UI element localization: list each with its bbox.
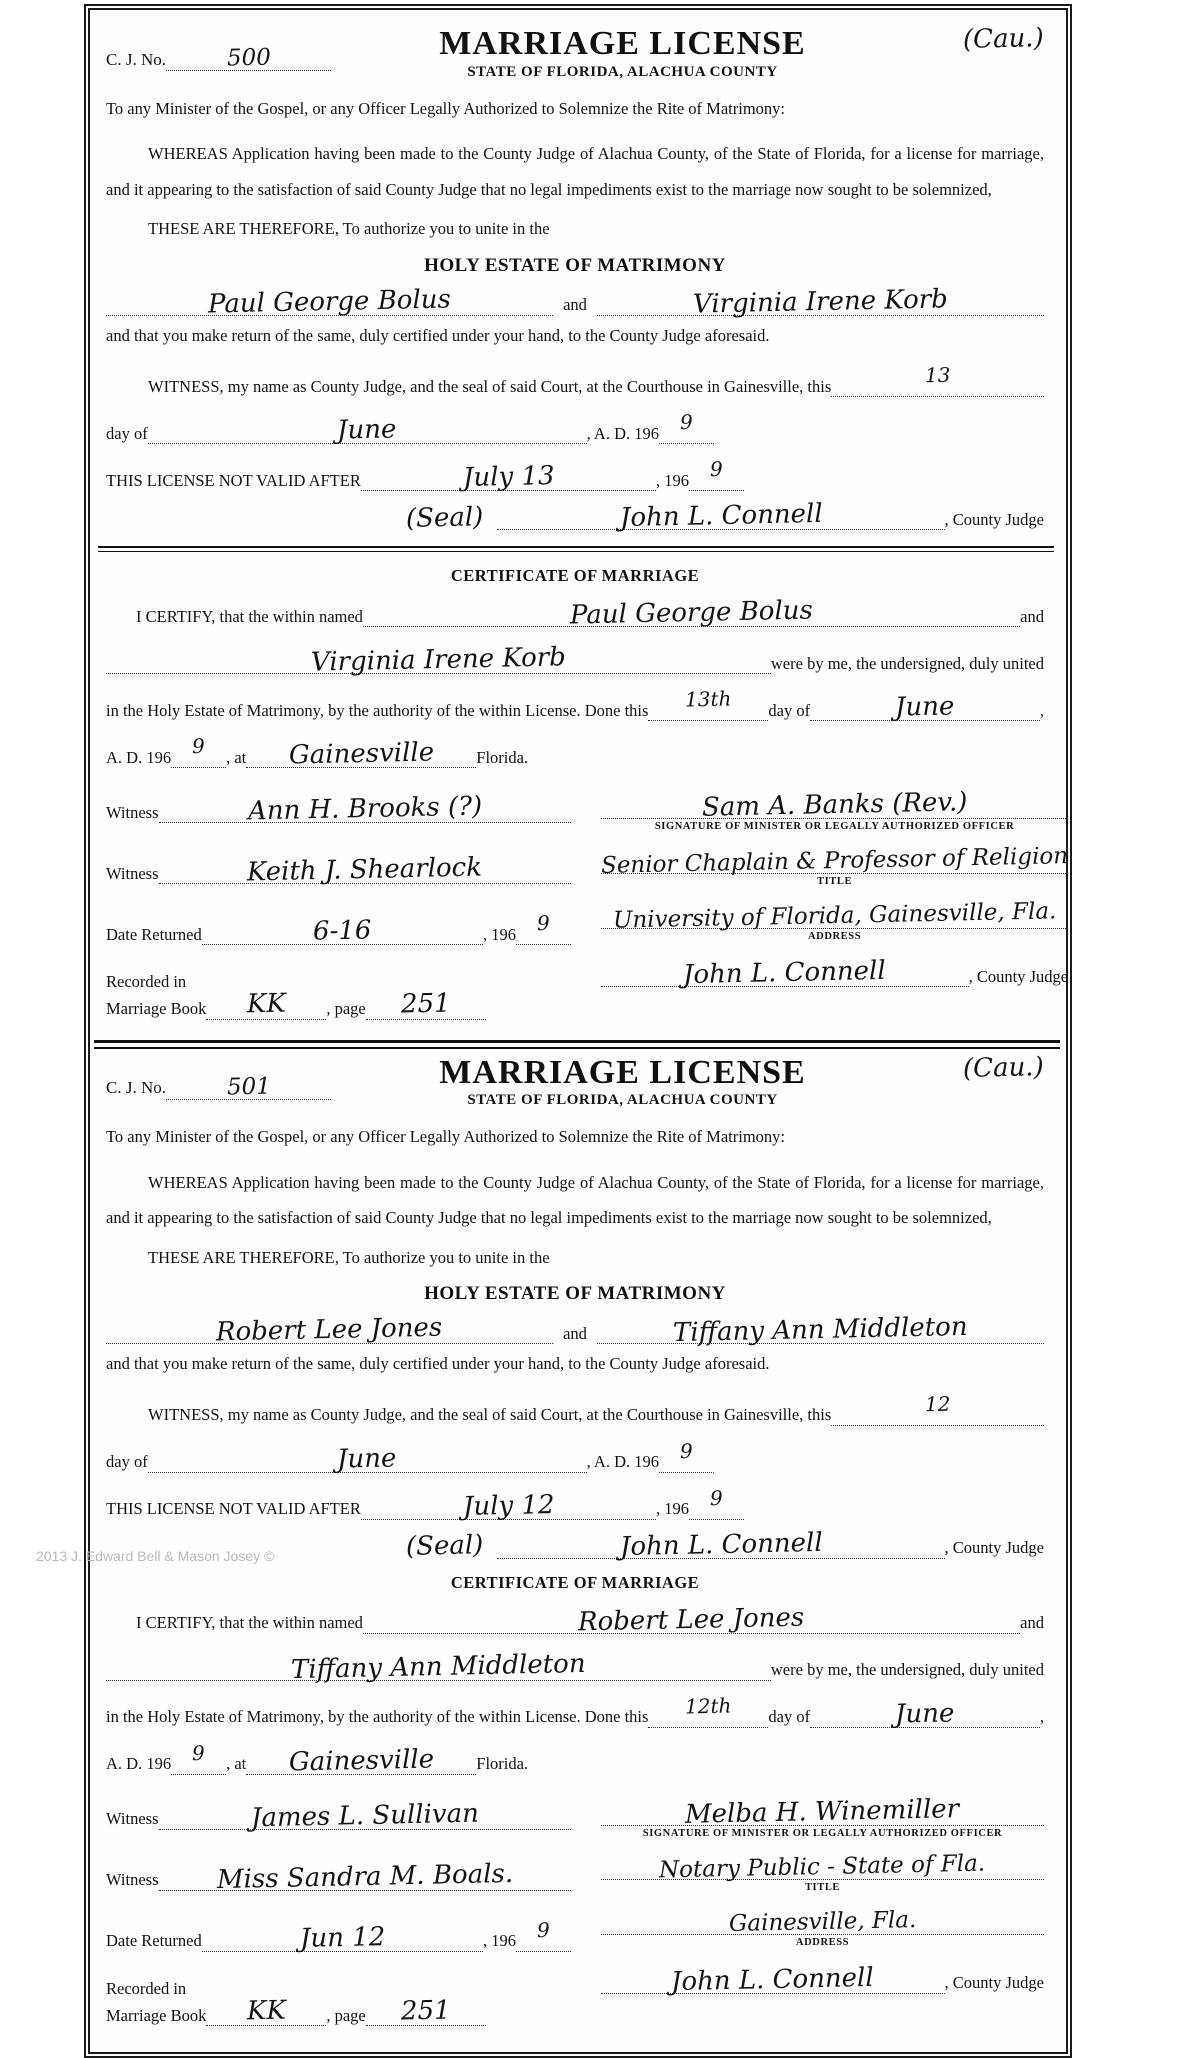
done-month-line [810,1697,1040,1730]
witness2-line [159,852,572,888]
and-label: and [563,1323,587,1343]
month-value: June [337,414,398,446]
certify-line [106,595,1044,631]
done-day-line [648,1693,768,1728]
minister-signature: Sam A. Banks (Rev.) [701,787,968,823]
groom-name: Robert Lee Jones [216,1312,443,1348]
minister-title: Notary Public - State of Fla. [659,1850,986,1884]
cert-groom-name: Paul George Bolus [569,595,814,631]
marriage-book-label: Marriage Book [106,999,207,1019]
book-value: KK [246,1995,287,2027]
minister-signature-row [601,787,1068,823]
minister-title-line [600,842,1069,879]
judge-signature-line [106,498,1044,534]
form-divider [94,1040,1060,1049]
salutation-text: To any Minister of the Gospel, or any Officer Legally Authorized to Solemnize the Rite of Matrimony: [106,98,786,118]
date-returned-row [106,910,571,947]
holy-estate-heading: HOLY ESTATE OF MATRIMONY [424,1283,726,1305]
cj-no-label: C. J. No. [106,1078,166,1098]
minister-signature-row [601,1793,1044,1830]
place-value: Gainesville [288,1744,435,1778]
cert-bride-line-row [106,642,1044,678]
minister-title-caption: TITLE [804,1882,841,1894]
marriage-book-label: Marriage Book [106,2005,207,2025]
witness2-label: Witness [106,1870,159,1890]
seal-note: (Seal) [405,501,484,534]
witness1-row [106,791,571,827]
certificate-bottom-columns [106,1779,1044,2027]
ad-196-start-label: A. D. 196 [106,747,172,767]
witness-day-line [831,1391,1044,1426]
book-value: KK [246,988,287,1020]
ad-place-line [106,1740,1044,1778]
date-returned-label: Date Returned [106,1931,202,1951]
cert-year-line [171,733,226,768]
holy-estate-heading: HOLY ESTATE OF MATRIMONY [424,254,726,276]
witness2-row [106,1858,571,1895]
minister-address: Gainesville, Fla. [728,1907,917,1938]
county-judge-label: , County Judge [944,509,1044,529]
book-line [206,988,326,1020]
minister-title: Senior Chaplain & Professor of Religion [600,842,1069,879]
cert-groom-line [363,1602,1020,1637]
at-label: , at [226,747,247,767]
year-line [659,409,714,444]
not-valid-date-line [361,1489,656,1522]
names-line [106,1312,1044,1349]
month-line [148,1442,587,1475]
not-valid-line [106,456,1044,493]
witness1-label: Witness [106,802,159,822]
return-clause-text: and that you make return of the same, duly certified under your hand, to the County Judge aforesaid. [106,325,770,345]
minister-title-line [601,1850,1044,1884]
return-clause-text: and that you make return of the same, duly certified under your hand, to the County Judge aforesaid. [106,1354,770,1374]
cert-bride-line [106,642,771,678]
document-frame [84,4,1072,2058]
bride-name: Virginia Irene Korb [692,283,949,320]
page-value: 251 [400,988,451,1020]
witness-day-value: 13 [924,362,951,388]
judge-signature: John L. Connell [619,1527,823,1562]
witness-clause-line [106,1391,1044,1426]
witness-clause-text: WITNESS, my name as County Judge, and the seal of said Court, at the Courthouse in Gainesville, this [148,1405,832,1425]
witness1-label: Witness [106,1809,159,1829]
done-this-line: in the Holy Estate of Matrimony, by the authority of the within License. Done this 12th day of June , [106,1693,1044,1730]
day-of-label: day of [106,1452,148,1472]
witness2-row [106,852,571,888]
holy-auth-label: in the Holy Estate of Matrimony, by the authority of the within License. Done this [106,700,649,720]
page-subtitle: STATE OF FLORIDA, ALACHUA COUNTY [467,1092,778,1109]
not-valid-line [106,1485,1044,1522]
salutation-text: To any Minister of the Gospel, or any Officer Legally Authorized to Solemnize the Rite of Matrimony: [106,1127,786,1147]
cj-no-label: C. J. No. [106,49,166,69]
cert-year-value: 9 [191,733,206,759]
done-day-value: 12th [684,1693,732,1719]
form-header [106,1051,1045,1110]
recorded-in-label: Recorded in [106,972,187,992]
judge-signature2-line [601,1962,945,1997]
date-returned-label: Date Returned [106,924,202,944]
year-value: 9 [679,1438,694,1463]
recorded-block [106,1978,571,2027]
ad-place-line [106,733,1044,771]
whereas-text: WHEREAS Application having been made to the County Judge of Alachua County, of the State of Florida, for a license for marriage, and it appearing to the satisfaction of said County Judge that no legal impediments exist to the marriage now sought to be solemnized, [106,1172,1044,1228]
witness1-row [106,1798,571,1833]
witness2-label: Witness [106,863,159,883]
holy-auth-label: in the Holy Estate of Matrimony, by the authority of the within License. Done this [106,1707,649,1727]
date-returned-196: , 196 [483,1931,516,1951]
book-line [206,1995,326,2027]
judge-signature2: John L. Connell [671,1962,875,1997]
ad-196-label: , A. D. 196 [586,423,659,443]
page-label: , page [326,2005,366,2025]
marriage-book-row [106,988,571,1020]
date-returned-line [202,915,483,947]
done-day-of-label: day of [768,1707,811,1727]
day-of-line [106,1438,1044,1475]
race-annotation: (Cau.) [962,23,1045,55]
done-month-value: June [895,1697,955,1730]
not-valid-196-label: , 196 [656,470,689,490]
minister-address-caption: ADDRESS [807,930,862,942]
date-returned-value: 6-16 [312,915,372,947]
and-label: and [563,295,587,315]
ad-196-label: , A. D. 196 [586,1452,659,1472]
not-valid-date-line [361,461,656,493]
witness-day-line [831,362,1044,397]
not-valid-year-line [689,1485,744,1520]
witness2-signature: Keith J. Shearlock [246,852,483,888]
minister-address-row [601,1907,1044,1938]
certificate-bottom-columns [106,772,1069,1020]
date-returned-year-line [516,910,571,945]
seal-note: (Seal) [405,1530,484,1563]
minister-address-line [601,897,1068,934]
recorded-block [106,971,571,1020]
marriage-license-form-500 [106,23,1069,1020]
certify-line [106,1602,1044,1637]
page-line [366,1995,486,2027]
place-line [246,1744,476,1778]
not-valid-date: July 13 [462,461,555,493]
not-valid-year: 9 [709,456,724,482]
cert-year-value: 9 [191,1740,206,1765]
certificate-heading: CERTIFICATE OF MARRIAGE [450,1572,700,1592]
minister-title-caption: TITLE [817,875,853,887]
judge-signature2-row [601,956,1069,991]
county-judge-label: , County Judge [944,1538,1044,1558]
minister-address-row [601,897,1068,934]
cert-bride-name: Virginia Irene Korb [310,642,567,678]
page-title: MARRIAGE LICENSE [439,1053,806,1091]
date-returned-row [106,1917,571,1954]
day-of-line [106,409,1044,446]
cert-groom-name: Robert Lee Jones [578,1602,805,1637]
date-returned-value: Jun 12 [299,1921,386,1954]
judge-signature: John L. Connell [619,498,823,534]
therefore-text: THESE ARE THEREFORE, To authorize you to unite in the [148,219,550,239]
not-valid-196-label: , 196 [656,1499,689,1519]
witness-column [106,1779,601,2027]
certify-label: I CERTIFY, that the within named [136,606,363,626]
month-line [148,414,587,446]
not-valid-year: 9 [709,1485,724,1510]
witness-clause-text: WITNESS, my name as County Judge, and the seal of said Court, at the Courthouse in Gainesville, this [148,376,832,396]
certificate-heading: CERTIFICATE OF MARRIAGE [450,566,700,586]
year-value: 9 [679,409,694,435]
cert-bride-line [106,1648,771,1685]
recorded-in-label: Recorded in [106,1978,187,1998]
date-returned-year: 9 [536,1917,551,1942]
cj-no-line [166,1073,331,1101]
minister-signature: Melba H. Winemiller [685,1793,960,1830]
therefore-text: THESE ARE THEREFORE, To authorize you to unite in the [148,1247,550,1267]
minister-signature-line [601,1793,1044,1830]
form-header [106,23,1045,81]
bride-name-line [597,1312,1044,1349]
judge-signature2: John L. Connell [683,956,887,991]
cert-groom-line [363,595,1020,631]
page-subtitle: STATE OF FLORIDA, ALACHUA COUNTY [467,63,778,80]
minister-column [601,1779,1044,2027]
done-day-of-label: day of [768,700,811,720]
ad-196-start-label: A. D. 196 [106,1754,172,1774]
bride-name: Tiffany Ann Middleton [672,1312,969,1349]
day-of-label: day of [106,423,148,443]
witness1-signature: James L. Sullivan [250,1798,479,1833]
date-returned-year-line [516,1917,571,1952]
witness1-line [159,791,572,827]
judge-signature2-row [601,1962,1044,1997]
minister-signature-caption: SIGNATURE OF MINISTER OR LEGALLY AUTHORIZED OFFICER [654,821,1015,833]
cj-no-line [166,44,331,72]
not-valid-year-line [689,456,744,491]
date-returned-year: 9 [536,910,551,936]
cert-and-label: and [1020,606,1044,626]
done-day-value: 13th [684,686,732,712]
witness1-line [159,1798,572,1833]
cert-bride-name: Tiffany Ann Middleton [290,1648,587,1685]
page-line [366,988,486,1020]
cj-no-value: 500 [226,44,271,72]
minister-title-row [600,842,1069,879]
cert-and-label: and [1020,1613,1044,1633]
minister-signature-line [601,787,1068,823]
names-line [106,283,1044,320]
not-valid-date: July 12 [462,1489,555,1522]
month-value: June [337,1442,398,1475]
florida-label: Florida. [476,747,529,767]
done-day-line [648,686,768,721]
section-divider [98,546,1054,552]
date-returned-line [202,1921,483,1954]
done-month-line [810,691,1040,723]
witness-column [106,772,601,1020]
page-label: , page [326,999,366,1019]
minister-address: University of Florida, Gainesville, Fla. [612,897,1057,934]
place-line [246,737,476,771]
judge-signature2-line [601,956,969,991]
page-title: MARRIAGE LICENSE [439,25,806,62]
done-this-line: in the Holy Estate of Matrimony, by the authority of the within License. Done this 13th day of June , [106,686,1044,723]
cert-year-line [171,1740,226,1775]
county-judge2-label: , County Judge [968,966,1069,986]
place-value: Gainesville [288,737,435,771]
minister-title-row [601,1850,1044,1884]
witness2-line [159,1858,572,1895]
were-by-label: were by me, the undersigned, duly united [770,653,1044,673]
groom-name-line [106,1312,553,1348]
page-value: 251 [400,1995,451,2027]
marriage-license-form-501 [106,1051,1045,2027]
minister-address-caption: ADDRESS [795,1937,850,1949]
witness-day-value: 12 [924,1391,951,1416]
witness-clause-line [106,362,1044,397]
marriage-book-row [106,1995,571,2027]
witness1-signature: Ann H. Brooks (?) [247,791,483,827]
at-label: , at [226,1754,247,1774]
minister-address-line [601,1907,1044,1938]
minister-signature-caption: SIGNATURE OF MINISTER OR LEGALLY AUTHORIZED OFFICER [642,1827,1003,1839]
florida-label: Florida. [476,1754,529,1774]
groom-name-line [106,284,553,320]
bride-name-line [597,283,1044,320]
judge-signature-rule [497,1527,944,1562]
done-month-value: June [895,691,955,723]
cj-no-value: 501 [226,1073,271,1101]
groom-name: Paul George Bolus [207,284,452,320]
witness2-signature: Miss Sandra M. Boals. [216,1858,514,1895]
year-line [659,1438,714,1473]
not-valid-label: THIS LICENSE NOT VALID AFTER [106,1499,361,1519]
cert-bride-line-row [106,1648,1044,1685]
certify-label: I CERTIFY, that the within named [136,1613,363,1633]
date-returned-196: , 196 [483,924,516,944]
minister-column [601,772,1068,1020]
whereas-text: WHEREAS Application having been made to the County Judge of Alachua County, of the State of Florida, for a license for marriage, and it appearing to the satisfaction of said County Judge that no legal impediments exist to the marriage now sought to be solemnized, [106,144,1044,199]
not-valid-label: THIS LICENSE NOT VALID AFTER [106,470,361,490]
judge-signature-rule [497,498,944,534]
race-annotation: (Cau.) [962,1051,1045,1084]
copyright-watermark: 2013 J. Edward Bell & Mason Josey © [36,1548,275,1564]
were-by-label: were by me, the undersigned, duly united [770,1660,1044,1680]
county-judge2-label: , County Judge [944,1973,1044,1993]
